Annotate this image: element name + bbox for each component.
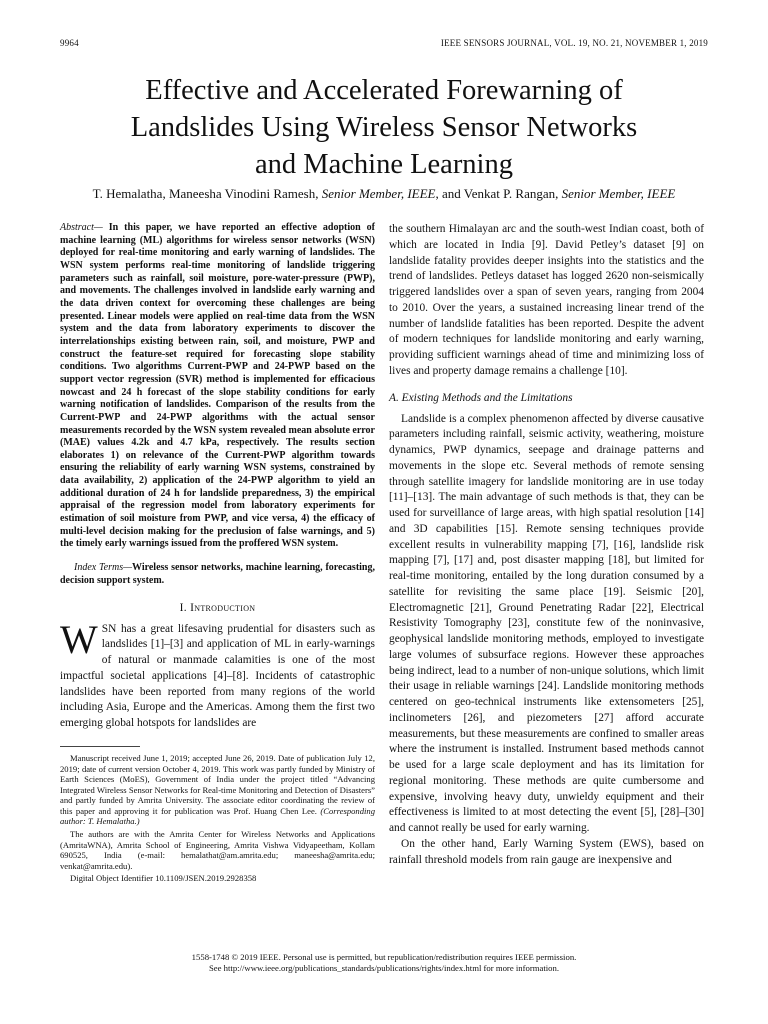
footnote-divider [60, 746, 140, 747]
paragraph-landslide-statistics: the southern Himalayan arc and the south-west Indian coast, both of which are located in India [9]. David Petley’s dataset [9] on landslide fatality provides deeper insights into the statistics and the trend of landslides. Petleys dataset has logged 2620 non-seismically triggered landslides over a span of seven years, ranging from 2004 to 2010. Over the years, a sustained increasing linear trend of the number of landslide fatalities has been reported. Despite the advent of modern techniques for landslide monitoring and early warning, providing sufficient warnings ahead of time and minimizing loss of lives and property damage remains a challenge [10]. [389, 223, 704, 377]
index-terms-text: Wireless sensor networks, machine learning, forecasting, decision support system. [60, 562, 375, 586]
footnote-doi: Digital Object Identifier 10.1109/JSEN.2019.2928358 [70, 873, 257, 884]
footnote-affiliation: The authors are with the Amrita Center for Wireless Networks and Applications (AmritaWNA), Amrita School of Engineering, Amrita Vishwa Vidyapeetham, Kollam 690525, India (e-mail: hemalathat@am.amrita.edu; maneesha@amrita.edu; venkat@amrita.edu). [60, 829, 375, 871]
title-line-2: Landslides Using Wireless Sensor Networks [130, 112, 638, 143]
index-terms-lead: Index Terms— [74, 562, 132, 574]
abstract [60, 222, 375, 551]
corresponding-author: (Corresponding author: T. Hemalatha.) [60, 805, 375, 827]
section-title: Introduction [190, 601, 256, 614]
index-terms [60, 562, 375, 588]
left-column [60, 222, 375, 886]
paragraph-existing-methods: Landslide is a complex phenomenon affected by diverse causative parameters including rainfall, seismic activity, weathering, moisture dynamics, PWP dynamics, seepage and drainage patterns and movements in the slope etc. Several methods of remote sensing through satellite imagery for landslide monitoring are in use today [11]–[13]. The main advantage of such methods is that, they can be used for surveillance of large areas, with high spatial resolution [14] and 3D capabilities [15]. Remote sensing techniques provide excellent results in vulnerability mapping [7], [16], landslide risk mapping [7], [17] and, post disaster mapping [18], but limited for real-time monitoring, entailed by the long duration consumed by a satellite for revisiting the same place [19]. Seismic [20], Electromagnetic [21], Ground Penetrating Radar [22], Electrical Resistivity Tomography [23], constitute few of the noninvasive, geophysical landslide monitoring methods, employed to investigate large volumes of subsurface regions. However these approaches being indirect, lead to a number of non-unique solutions, which limit their usage in reliable warnings [24]. Landslide monitoring methods centered on geo-technical instruments like extensometers [25], inclinometers [26], and piezometers [27] afford accurate measurements, but these measurements are confined to smaller areas where the instrument is installed. Instrument based methods cannot be used for a large scale deployment and has its limitation for regional monitoring. These methods are quite cumbersome and expensive, involving heavy duty, unwieldy equipment and their effectiveness is limited to at most detecting the event [5], [28]–[30] and cannot really be used for early warning. [389, 412, 704, 834]
abstract-lead: Abstract— [60, 222, 103, 233]
paragraph-early-warning: On the other hand, Early Warning System (EWS), based on rainfall threshold models from rain gauge are inexpensive and [389, 837, 704, 866]
author-role-2: Senior Member, IEEE [561, 186, 676, 201]
title-line-3: and Machine Learning [255, 149, 513, 180]
page-number: 9964 [60, 38, 79, 48]
authors-part-1: T. Hemalatha, Maneesha Vinodini Ramesh, [92, 186, 319, 201]
copyright-line-2: See http://www.ieee.org/publications_standards/publications/rights/index.html for more information. [208, 963, 560, 973]
right-column [389, 222, 704, 868]
footnote-manuscript-text: Manuscript received June 1, 2019; accepted June 26, 2019. Date of publication July 12, 2019; date of current version October 4, 2019. This work was partly funded by Ministry of Earth Sciences (MoES), Government of India under the project titled “Advancing Integrated Wireless Sensor Networks for Real-time Monitoring and Detection of Disasters” and partly funded by Amrita University. The associate editor coordinating the review of this paper and approving it for publication was Prof. Huang Chen Lee. [60, 752, 375, 816]
journal-header: IEEE SENSORS JOURNAL, VOL. 19, NO. 21, NOVEMBER 1, 2019 [440, 38, 708, 48]
footnote-manuscript [60, 753, 375, 827]
drop-cap: W [60, 616, 98, 662]
authors-part-2: , and Venkat P. Rangan, [435, 186, 559, 201]
paper-title [60, 72, 708, 183]
subsection-heading: A. Existing Methods and the Limitations [389, 391, 573, 404]
author-role-1: Senior Member, IEEE [321, 186, 436, 201]
author-list [60, 186, 708, 202]
introduction-text: SN has a great lifesaving prudential for disasters such as landslides [1]–[3] and application of ML in early-warnings of natural or manmade calamities is one of the most impactful societal applications [4]–[8]. Incidents of catastrophic landslides have been reported from many regions of the world including Asia, Europe and the Americas. Among them the first two emerging global hotspots for landslides are [60, 622, 375, 730]
copyright-line-1: 1558-1748 © 2019 IEEE. Personal use is permitted, but republication/redistribution requires IEEE permission. [191, 952, 577, 962]
section-numeral: I. [179, 601, 191, 614]
title-line-1: Effective and Accelerated Forewarning of [145, 75, 623, 106]
copyright-notice [60, 952, 708, 974]
introduction-heading [60, 602, 375, 614]
abstract-text: In this paper, we have reported an effective adoption of machine learning (ML) algorithms for wireless sensor networks (WSN) deployed for real-time monitoring and early warning of landslides. The WSN system performs real-time monitoring of landslide triggering parameters such as rainfall, soil moisture, pore-water-pressure (PWP), and movements. The challenges involved in landslide early warning and the data driven context for overcoming these challenges are being presented. Linear models were applied on real-time data from the WSN system and the data from laboratory experiments to discover the interrelationships existing between rain, soil, and moisture, PWP and construct the feature-set required for forecasting slope stability conditions. Two algorithms Current-PWP and 24-PWP based on the support vector regression (SVR) method is implemented for efficacious nowcast and 24 h forecast of the slope stability conditions for early warning notification of landslides. Comparison of the results from the Current-PWP and 24-PWP algorithms with the actual sensor measurements recorded by the WSN system revealed mean absolute error (MAE) values 4.2k and 4.7 kPa, respectively. The results section elaborates 1) on relevance of the Current-PWP algorithm towards ensuring the reliability of early warning WSN systems, constrained by data availability, 2) application of the 24-PWP algorithm to yield an additional duration of 24 h for landslide preparedness, 3) the empirical appraisal of the regression model from laboratory experiments for estimation of soil moisture from PWP, and vice versa, 4) the efficacy of multi-level decision making for the preclusion of false warnings, and 5) the timely early warnings issued from the proffered WSN system. [60, 222, 375, 550]
introduction-paragraph [60, 616, 375, 732]
